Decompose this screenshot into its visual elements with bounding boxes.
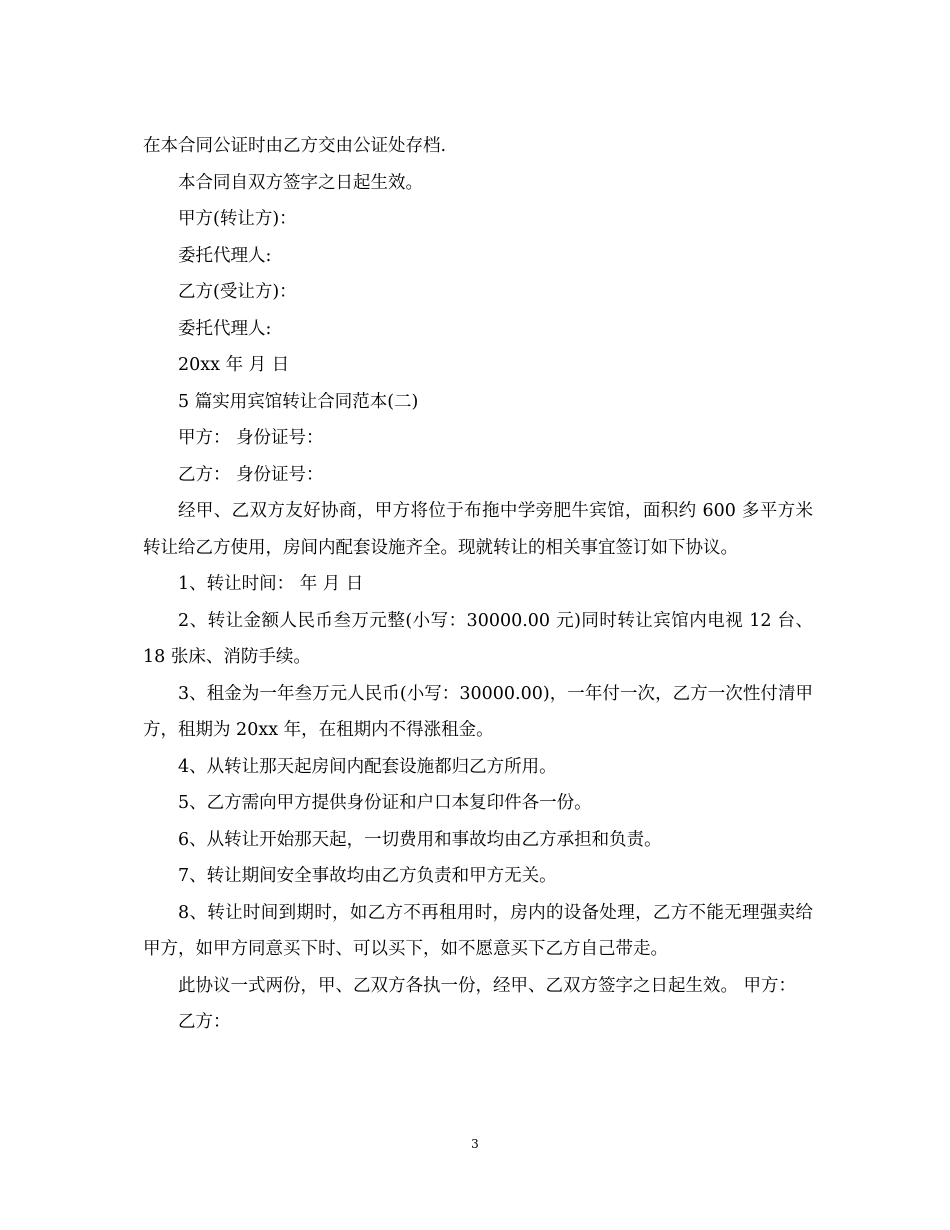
page-number: 3: [471, 1137, 479, 1151]
document-body: [143, 128, 813, 1041]
paragraph-effective-date: 本合同自双方签字之日起生效。: [178, 172, 423, 193]
signing-date: 20xx 年 月 日: [178, 355, 290, 375]
party-b-agent-label: 委托代理人:: [178, 318, 272, 339]
clause-7: 7、转让期间安全事故均由乙方负责和甲方无关。: [178, 866, 557, 886]
clause-4: 4、从转让那天起房间内配套设施都归乙方所用。: [178, 756, 557, 777]
paragraph-copies-signature: 此协议一式两份，甲、乙双方各执一份，经甲、乙双方签字之日起生效。 甲方：: [178, 975, 797, 996]
clause-5: 5、乙方需向甲方提供身份证和户口本复印件各一份。: [178, 793, 592, 813]
party-a-transferor-label: 甲方(转让方)：: [178, 209, 297, 229]
party-a-agent-label: 委托代理人:: [178, 245, 272, 266]
clause-3: 3、租金为一年叁万元人民币(小写：30000.00)，一年付一次，乙方一次性付清甲方，租期为 20xx 年，在租期内不得涨租金。: [143, 683, 813, 740]
party-b-signature-label: 乙方：: [178, 1012, 231, 1032]
section-heading: 5 篇实用宾馆转让合同范本(二): [178, 391, 419, 412]
clause-1: 1、转让时间： 年 月 日: [178, 574, 364, 594]
party-b-transferee-label: 乙方(受让方)：: [178, 282, 297, 302]
party-a-id-line: 甲方： 身份证号：: [178, 428, 324, 448]
paragraph-notarization: 在本合同公证时由乙方交由公证处存档.: [143, 136, 447, 156]
party-b-id-line: 乙方： 身份证号：: [178, 464, 324, 485]
clause-2: 2、转让金额人民币叁万元整(小写：30000.00 元)同时转让宾馆内电视 12 台、18 张床、消防手续。: [143, 610, 813, 667]
clause-8: 8、转让时间到期时，如乙方不再租用时，房内的设备处理，乙方不能无理强卖给甲方，如甲方同意买下时、可以买下，如不愿意买下乙方自己带走。: [143, 902, 813, 959]
clause-6: 6、从转让开始那天起，一切费用和事故均由乙方承担和负责。: [178, 829, 662, 850]
paragraph-preamble: 经甲、乙双方友好协商，甲方将位于布拖中学旁肥牛宾馆，面积约 600 多平方米转让给乙方使用，房间内配套设施齐全。现就转让的相关事宜签订如下协议。: [143, 501, 813, 558]
